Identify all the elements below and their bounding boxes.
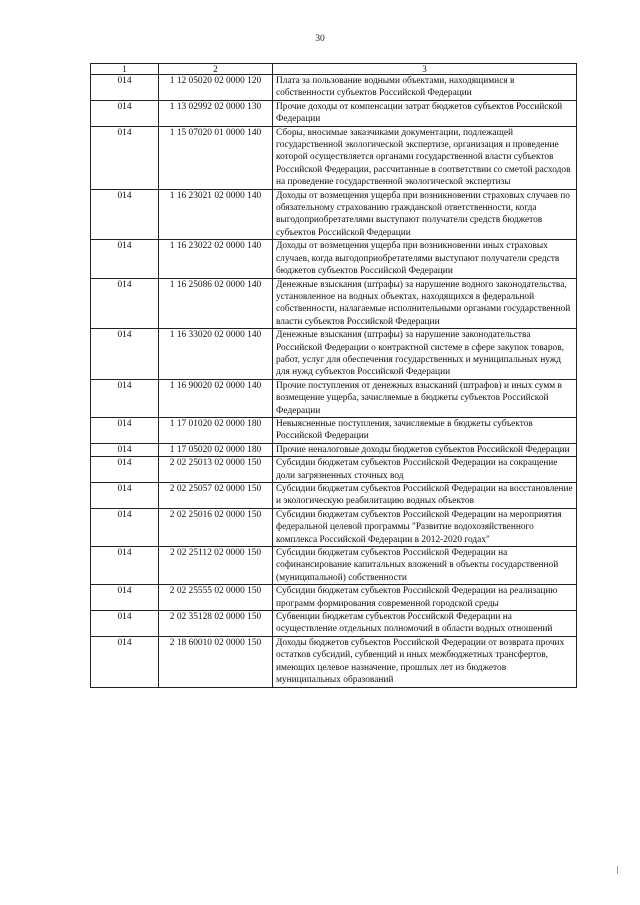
revenue-code-cell: 1 16 90020 02 0000 140 <box>159 379 273 417</box>
admin-code-cell: 014 <box>91 508 159 546</box>
table-row <box>91 585 577 611</box>
column-header-1: 1 <box>91 64 159 75</box>
revenue-name-cell: Прочие неналоговые доходы бюджетов субъектов Российской Федерации <box>273 443 577 456</box>
admin-code-cell: 014 <box>91 189 159 240</box>
revenue-code-cell: 2 02 25555 02 0000 150 <box>159 585 273 611</box>
revenue-code-cell: 2 02 25112 02 0000 150 <box>159 547 273 585</box>
revenue-code-cell: 2 02 25016 02 0000 150 <box>159 508 273 546</box>
revenue-code-cell: 1 13 02992 02 0000 130 <box>159 100 273 126</box>
revenue-code-cell: 1 15 07020 01 0000 140 <box>159 126 273 189</box>
revenue-code-cell: 1 16 23022 02 0000 140 <box>159 240 273 278</box>
revenue-name-cell: Прочие доходы от компенсации затрат бюджетов субъектов Российской Федерации <box>273 100 577 126</box>
table-row <box>91 547 577 585</box>
admin-code-cell: 014 <box>91 379 159 417</box>
admin-code-cell: 014 <box>91 547 159 585</box>
revenue-name-cell: Плата за пользование водными объектами, находящимися в собственности субъектов Российской Федерации <box>273 75 577 101</box>
table-header-row <box>91 64 577 75</box>
admin-code-cell: 014 <box>91 585 159 611</box>
scan-edge-mark <box>617 866 618 874</box>
table-row <box>91 379 577 417</box>
table-row <box>91 240 577 278</box>
admin-code-cell: 014 <box>91 75 159 101</box>
revenue-name-cell: Субсидии бюджетам субъектов Российской Федерации на восстановление и экологическую реабилитацию водных объектов <box>273 483 577 509</box>
table-row <box>91 443 577 456</box>
table-row <box>91 75 577 101</box>
revenue-code-cell: 1 16 33020 02 0000 140 <box>159 329 273 380</box>
revenue-code-cell: 2 18 60010 02 0000 150 <box>159 636 273 687</box>
table-row <box>91 126 577 189</box>
revenue-name-cell: Доходы от возмещения ущерба при возникновении иных страховых случаев, когда выгодоприобретателями выступают получатели средств бюджетов субъектов Российской Федерации <box>273 240 577 278</box>
revenue-code-cell: 2 02 25057 02 0000 150 <box>159 483 273 509</box>
column-header-3: 3 <box>273 64 577 75</box>
revenue-codes-table <box>90 63 577 688</box>
revenue-name-cell: Денежные взыскания (штрафы) за нарушение законодательства Российской Федерации о контрактной системе в сфере закупок товаров, работ, услуг для обеспечения государственных и муниципальных нужд для нужд субъектов Российской Федерации <box>273 329 577 380</box>
admin-code-cell: 014 <box>91 636 159 687</box>
page-number: 30 <box>315 34 325 44</box>
revenue-code-cell: 1 12 05020 02 0000 120 <box>159 75 273 101</box>
revenue-name-cell: Невыясненные поступления, зачисляемые в бюджеты субъектов Российской Федерации <box>273 417 577 443</box>
admin-code-cell: 014 <box>91 278 159 329</box>
table-row <box>91 100 577 126</box>
table-row <box>91 189 577 240</box>
revenue-name-cell: Прочие поступления от денежных взысканий (штрафов) и иных сумм в возмещение ущерба, зачисляемые в бюджеты субъектов Российской Федерации <box>273 379 577 417</box>
revenue-name-cell: Субсидии бюджетам субъектов Российской Федерации на мероприятия федеральной целевой программы "Развитие водохозяйственного комплекса Российской Федерации в 2012-2020 годах" <box>273 508 577 546</box>
admin-code-cell: 014 <box>91 126 159 189</box>
table-row <box>91 417 577 443</box>
table-row <box>91 636 577 687</box>
revenue-name-cell: Сборы, вносимые заказчиками документации, подлежащей государственной экологической экспертизе, организация и проведение которой осуществляется органами государственной власти субъектов Российской Федерации, рассчитанные в соответствии со сметой расходов на проведение государственной экологической экспертизы <box>273 126 577 189</box>
revenue-name-cell: Субсидии бюджетам субъектов Российской Федерации на софинансирование капитальных вложений в объекты государственной (муниципальной) собственности <box>273 547 577 585</box>
column-header-2: 2 <box>159 64 273 75</box>
revenue-name-cell: Доходы от возмещения ущерба при возникновении страховых случаев по обязательному страхованию гражданской ответственности, когда выгодоприобретателями выступают получатели средств бюджетов субъектов Российской Федерации <box>273 189 577 240</box>
admin-code-cell: 014 <box>91 483 159 509</box>
admin-code-cell: 014 <box>91 443 159 456</box>
admin-code-cell: 014 <box>91 100 159 126</box>
revenue-name-cell: Денежные взыскания (штрафы) за нарушение водного законодательства, установленное на водных объектах, находящихся в федеральной собственности, налагаемые исполнительными органами государственной власти субъектов Российской Федерации <box>273 278 577 329</box>
admin-code-cell: 014 <box>91 611 159 637</box>
revenue-code-cell: 1 16 23021 02 0000 140 <box>159 189 273 240</box>
admin-code-cell: 014 <box>91 457 159 483</box>
table-row <box>91 329 577 380</box>
table-row <box>91 278 577 329</box>
table-row <box>91 611 577 637</box>
revenue-name-cell: Субсидии бюджетам субъектов Российской Федерации на реализацию программ формирования современной городской среды <box>273 585 577 611</box>
table-row <box>91 483 577 509</box>
admin-code-cell: 014 <box>91 240 159 278</box>
revenue-name-cell: Доходы бюджетов субъектов Российской Федерации от возврата прочих остатков субсидий, субвенций и иных межбюджетных трансфертов, имеющих целевое назначение, прошлых лет из бюджетов муниципальных образований <box>273 636 577 687</box>
revenue-code-cell: 2 02 35128 02 0000 150 <box>159 611 273 637</box>
revenue-code-cell: 1 16 25086 02 0000 140 <box>159 278 273 329</box>
table-row <box>91 457 577 483</box>
admin-code-cell: 014 <box>91 417 159 443</box>
revenue-code-cell: 1 17 05020 02 0000 180 <box>159 443 273 456</box>
revenue-code-cell: 2 02 25013 02 0000 150 <box>159 457 273 483</box>
revenue-name-cell: Субвенции бюджетам субъектов Российской Федерации на осуществление отдельных полномочий в области водных отношений <box>273 611 577 637</box>
table-row <box>91 508 577 546</box>
revenue-code-cell: 1 17 01020 02 0000 180 <box>159 417 273 443</box>
revenue-name-cell: Субсидии бюджетам субъектов Российской Федерации на сокращение доли загрязненных сточных вод <box>273 457 577 483</box>
admin-code-cell: 014 <box>91 329 159 380</box>
